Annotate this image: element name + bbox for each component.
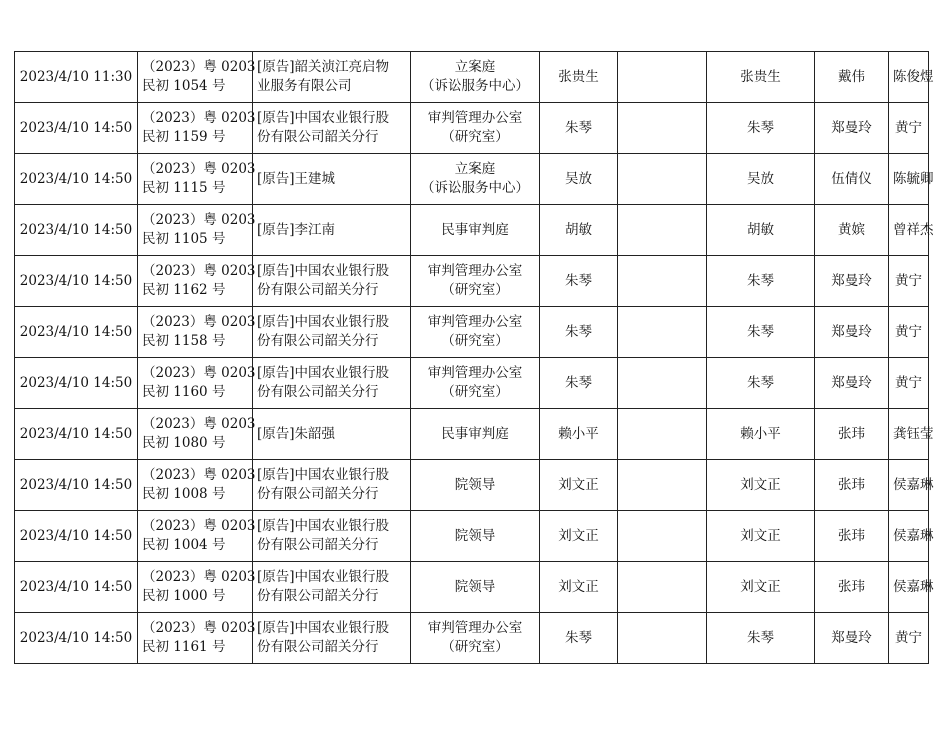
case-number-text: （2023）粤 0203 [142,620,256,636]
judge-cell [540,562,618,613]
blank-cell [618,307,707,358]
department-text: （诉讼服务中心） [421,180,529,196]
presiding-judge-text: 吴放 [747,170,774,187]
party-text: [原告]王建城 [257,170,336,187]
judge-cell [540,154,618,205]
judge-cell [540,52,618,103]
clerk-cell [815,358,889,409]
assistant-text: 侯嘉琳 [893,476,934,493]
hearing-time-cell [15,256,138,307]
party-text: 份有限公司韶关分行 [257,333,379,349]
clerk-text: 郑曼玲 [831,629,872,646]
party-text: [原告]朱韶强 [257,425,336,442]
clerk-text: 郑曼玲 [831,323,872,340]
case-number-cell [138,460,256,511]
department-cell [411,562,540,613]
department-cell [411,358,540,409]
clerk-cell [815,409,889,460]
presiding-judge-cell [707,562,815,613]
table-row [15,256,929,307]
judge-cell [540,613,618,664]
case-number-text: （2023）粤 0203 [142,416,256,432]
hearing-time-text: 2023/4/10 11:30 [19,68,133,85]
party-text: [原告]中国农业银行股 [257,365,390,381]
table-row [15,562,929,613]
table-row [15,409,929,460]
party-text: [原告]中国农业银行股 [257,569,390,585]
hearing-time-text: 2023/4/10 14:50 [19,170,133,187]
party-text: [原告]中国农业银行股 [257,620,390,636]
department-text: （研究室） [441,333,509,349]
case-number-text: 民初 1161 号 [142,639,226,655]
hearing-time-text: 2023/4/10 14:50 [19,272,133,289]
judge-text: 胡敏 [565,221,592,238]
department-text: （研究室） [441,384,509,400]
party-cell [253,358,411,409]
judge-cell [540,256,618,307]
presiding-judge-cell [707,613,815,664]
presiding-judge-cell [707,460,815,511]
clerk-text: 郑曼玲 [831,374,872,391]
hearing-time-cell [15,307,138,358]
clerk-cell [815,103,889,154]
department-text: （诉讼服务中心） [421,78,529,94]
hearing-time-cell [15,205,138,256]
department-cell [411,52,540,103]
table-row [15,613,929,664]
hearing-time-cell [15,460,138,511]
party-cell [253,409,411,460]
party-cell [253,154,411,205]
assistant-cell [889,460,934,511]
clerk-cell [815,205,889,256]
judge-text: 刘文正 [558,527,599,544]
case-number-cell [138,154,256,205]
party-cell [253,613,411,664]
department-cell [411,613,540,664]
department-text: 审判管理办公室 [427,110,523,126]
hearing-time-text: 2023/4/10 14:50 [19,323,133,340]
blank-cell [618,52,707,103]
case-number-cell [138,562,256,613]
department-text: 审判管理办公室 [427,263,523,279]
department-text: （研究室） [441,282,509,298]
hearing-time-cell [15,103,138,154]
case-number-cell [138,307,256,358]
table-row [15,307,929,358]
case-number-text: （2023）粤 0203 [142,314,256,330]
case-number-text: 民初 1105 号 [142,231,226,247]
assistant-text: 曾祥杰 [893,221,934,238]
clerk-text: 戴伟 [838,68,865,85]
table-row [15,358,929,409]
hearing-schedule-table [14,51,934,664]
clerk-cell [815,613,889,664]
presiding-judge-text: 朱琴 [747,323,774,340]
party-cell [253,511,411,562]
presiding-judge-cell [707,256,815,307]
presiding-judge-text: 朱琴 [747,119,774,136]
case-number-text: （2023）粤 0203 [142,569,256,585]
judge-cell [540,511,618,562]
case-number-cell [138,511,256,562]
hearing-time-cell [15,562,138,613]
assistant-text: 黄宁 [895,272,922,289]
department-text: 院领导 [454,476,496,493]
judge-cell [540,307,618,358]
judge-cell [540,103,618,154]
presiding-judge-text: 刘文正 [740,476,781,493]
hearing-time-text: 2023/4/10 14:50 [19,476,133,493]
department-text: 民事审判庭 [441,425,509,442]
assistant-text: 龚钰莹 [893,425,934,442]
blank-cell [618,613,707,664]
assistant-cell [889,511,934,562]
party-text: 份有限公司韶关分行 [257,639,379,655]
department-cell [411,460,540,511]
judge-text: 朱琴 [565,119,592,136]
department-text: （研究室） [441,639,509,655]
judge-text: 张贵生 [558,68,599,85]
presiding-judge-cell [707,358,815,409]
hearing-time-text: 2023/4/10 14:50 [19,527,133,544]
department-cell [411,154,540,205]
case-number-cell [138,256,256,307]
hearing-time-cell [15,613,138,664]
judge-text: 朱琴 [565,272,592,289]
party-cell [253,103,411,154]
case-number-text: （2023）粤 0203 [142,263,256,279]
clerk-text: 郑曼玲 [831,272,872,289]
judge-cell [540,460,618,511]
assistant-text: 黄宁 [895,119,922,136]
case-number-cell [138,358,256,409]
hearing-time-cell [15,511,138,562]
department-text: 立案庭 [454,161,496,177]
judge-cell [540,205,618,256]
blank-cell [618,511,707,562]
assistant-text: 侯嘉琳 [893,527,934,544]
assistant-text: 陈俊煜 [893,68,934,85]
table-row [15,154,929,205]
department-cell [411,256,540,307]
party-text: 份有限公司韶关分行 [257,537,379,553]
case-number-text: 民初 1080 号 [142,435,226,451]
judge-text: 朱琴 [565,629,592,646]
blank-cell [618,358,707,409]
clerk-text: 张玮 [838,476,865,493]
case-number-text: 民初 1115 号 [142,180,226,196]
judge-text: 朱琴 [565,374,592,391]
presiding-judge-text: 刘文正 [740,578,781,595]
presiding-judge-text: 刘文正 [740,527,781,544]
clerk-cell [815,460,889,511]
party-text: 份有限公司韶关分行 [257,588,379,604]
clerk-text: 张玮 [838,578,865,595]
case-number-text: 民初 1158 号 [142,333,226,349]
judge-text: 刘文正 [558,476,599,493]
hearing-time-text: 2023/4/10 14:50 [19,425,133,442]
party-text: 份有限公司韶关分行 [257,384,379,400]
presiding-judge-cell [707,154,815,205]
judge-text: 刘文正 [558,578,599,595]
assistant-cell [889,358,929,409]
department-cell [411,307,540,358]
case-number-cell [138,205,256,256]
assistant-text: 黄宁 [895,629,922,646]
judge-text: 赖小平 [558,425,599,442]
hearing-time-cell [15,409,138,460]
party-text: [原告]李江南 [257,221,336,238]
party-cell [253,205,411,256]
blank-cell [618,256,707,307]
hearing-time-cell [15,154,138,205]
judge-cell [540,409,618,460]
case-number-cell [138,613,256,664]
table-row [15,460,929,511]
party-text: [原告]中国农业银行股 [257,467,390,483]
blank-cell [618,562,707,613]
clerk-text: 伍倩仪 [831,170,872,187]
clerk-cell [815,52,889,103]
department-text: 审判管理办公室 [427,314,523,330]
case-number-text: 民初 1008 号 [142,486,226,502]
presiding-judge-text: 朱琴 [747,374,774,391]
clerk-cell [815,562,889,613]
case-number-text: （2023）粤 0203 [142,110,256,126]
hearing-time-text: 2023/4/10 14:50 [19,221,133,238]
party-cell [253,256,411,307]
case-number-text: 民初 1162 号 [142,282,226,298]
party-text: 份有限公司韶关分行 [257,282,379,298]
hearing-time-cell [15,52,138,103]
party-text: [原告]中国农业银行股 [257,263,390,279]
clerk-text: 郑曼玲 [831,119,872,136]
assistant-cell [889,613,929,664]
party-cell [253,562,411,613]
table-row [15,205,929,256]
hearing-time-text: 2023/4/10 14:50 [19,629,133,646]
presiding-judge-cell [707,103,815,154]
department-text: 审判管理办公室 [427,620,523,636]
clerk-cell [815,307,889,358]
presiding-judge-cell [707,511,815,562]
department-cell [411,409,540,460]
presiding-judge-text: 赖小平 [740,425,781,442]
case-number-text: （2023）粤 0203 [142,467,256,483]
hearing-time-text: 2023/4/10 14:50 [19,374,133,391]
judge-text: 吴放 [565,170,592,187]
party-text: 业服务有限公司 [257,78,352,94]
party-text: [原告]中国农业银行股 [257,518,390,534]
judge-text: 朱琴 [565,323,592,340]
case-number-text: （2023）粤 0203 [142,59,256,75]
department-text: （研究室） [441,129,509,145]
party-cell [253,460,411,511]
blank-cell [618,460,707,511]
clerk-text: 黄嫔 [838,221,865,238]
party-text: [原告]韶关浈江亮启物 [257,59,390,75]
department-text: 院领导 [454,578,496,595]
case-number-cell [138,103,256,154]
case-number-text: （2023）粤 0203 [142,212,256,228]
clerk-cell [815,511,889,562]
assistant-cell [889,256,929,307]
clerk-cell [815,154,889,205]
assistant-cell [889,52,934,103]
party-text: [原告]中国农业银行股 [257,314,390,330]
party-cell [253,52,411,103]
blank-cell [618,103,707,154]
assistant-cell [889,307,929,358]
department-text: 审判管理办公室 [427,365,523,381]
clerk-text: 张玮 [838,527,865,544]
hearing-time-text: 2023/4/10 14:50 [19,578,133,595]
table-row [15,103,929,154]
department-text: 立案庭 [454,59,496,75]
case-number-text: 民初 1000 号 [142,588,226,604]
presiding-judge-text: 朱琴 [747,272,774,289]
assistant-cell [889,562,934,613]
assistant-cell [889,103,929,154]
case-number-text: （2023）粤 0203 [142,365,256,381]
table-row [15,52,929,103]
presiding-judge-text: 胡敏 [747,221,774,238]
hearing-time-cell [15,358,138,409]
case-number-text: （2023）粤 0203 [142,161,256,177]
assistant-text: 陈毓卿 [893,170,934,187]
case-number-cell [138,52,256,103]
case-number-text: （2023）粤 0203 [142,518,256,534]
assistant-text: 侯嘉琳 [893,578,934,595]
case-number-cell [138,409,256,460]
presiding-judge-cell [707,409,815,460]
presiding-judge-text: 张贵生 [740,68,781,85]
assistant-text: 黄宁 [895,374,922,391]
department-text: 院领导 [454,527,496,544]
clerk-cell [815,256,889,307]
department-cell [411,511,540,562]
department-cell [411,103,540,154]
blank-cell [618,205,707,256]
assistant-cell [889,409,934,460]
presiding-judge-cell [707,205,815,256]
clerk-text: 张玮 [838,425,865,442]
case-number-text: 民初 1160 号 [142,384,226,400]
department-text: 民事审判庭 [441,221,509,238]
blank-cell [618,409,707,460]
presiding-judge-text: 朱琴 [747,629,774,646]
table-row [15,511,929,562]
table-body [15,52,934,664]
assistant-text: 黄宁 [895,323,922,340]
party-cell [253,307,411,358]
case-number-text: 民初 1054 号 [142,78,226,94]
blank-cell [618,154,707,205]
assistant-cell [889,154,934,205]
party-text: [原告]中国农业银行股 [257,110,390,126]
presiding-judge-cell [707,52,815,103]
party-text: 份有限公司韶关分行 [257,129,379,145]
department-cell [411,205,540,256]
hearing-time-text: 2023/4/10 14:50 [19,119,133,136]
judge-cell [540,358,618,409]
party-text: 份有限公司韶关分行 [257,486,379,502]
assistant-cell [889,205,934,256]
presiding-judge-cell [707,307,815,358]
case-number-text: 民初 1159 号 [142,129,226,145]
case-number-text: 民初 1004 号 [142,537,226,553]
